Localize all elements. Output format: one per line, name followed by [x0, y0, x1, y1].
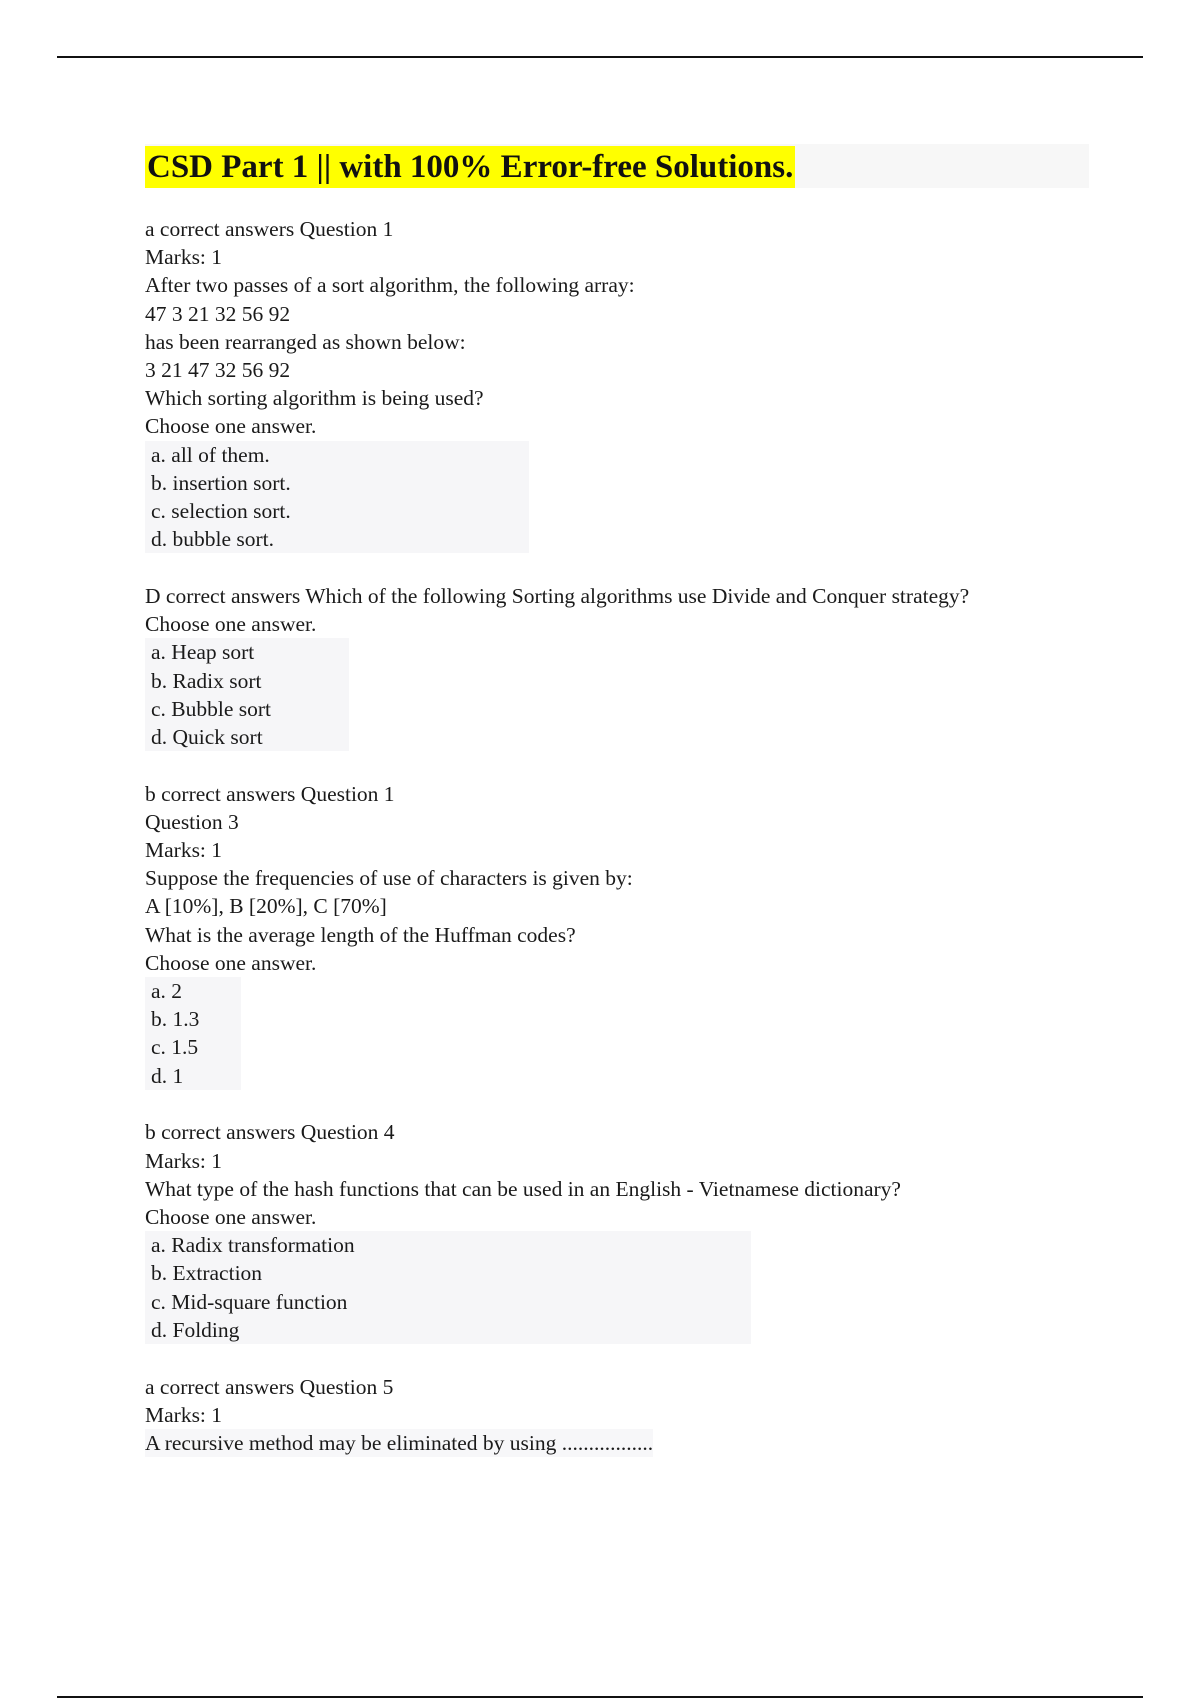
option-d: d. bubble sort. — [151, 527, 275, 552]
question-prompt: Which sorting algorithm is being used? — [145, 386, 484, 411]
option-list — [145, 441, 529, 554]
frequency-values: A [10%], B [20%], C [70%] — [145, 894, 387, 919]
choose-instruction: Choose one answer. — [145, 612, 317, 637]
option-c: c. Bubble sort — [151, 696, 272, 721]
option-c: c. 1.5 — [151, 1035, 199, 1060]
answer-header: b correct answers Question 1 — [145, 781, 395, 806]
option-d: d. Quick sort — [151, 724, 263, 749]
option-a: a. all of them. — [151, 442, 270, 467]
answer-header: a correct answers Question 1 — [145, 217, 394, 241]
option-d: d. Folding — [151, 1317, 240, 1342]
top-rule — [57, 56, 1143, 58]
option-b: b. Extraction — [151, 1261, 263, 1286]
question-block-5 — [145, 1373, 1105, 1458]
bottom-rule — [57, 1696, 1143, 1698]
answer-header: a correct answers Question 5 — [145, 1374, 394, 1399]
question-text — [145, 1429, 1105, 1457]
option-list — [145, 1231, 751, 1344]
question-block-3 — [145, 780, 1105, 1090]
marks-line: Marks: 1 — [145, 838, 223, 863]
marks-line: Marks: 1 — [145, 1148, 223, 1173]
option-a: a. Radix transformation — [151, 1233, 355, 1258]
question-text-shaded: A recursive method may be eliminated by using ................. — [145, 1429, 653, 1457]
question-text: After two passes of a sort algorithm, the following array: — [145, 273, 635, 298]
choose-instruction: Choose one answer. — [145, 950, 317, 975]
choose-instruction: Choose one answer. — [145, 414, 317, 439]
option-d: d. 1 — [151, 1063, 184, 1088]
array-after: 3 21 47 32 56 92 — [145, 358, 291, 383]
answer-header: D correct answers Which of the following Sorting algorithms use Divide and Conquer strategy? — [145, 583, 970, 608]
marks-line: Marks: 1 — [145, 1402, 223, 1427]
question-prompt: What is the average length of the Huffman codes? — [145, 922, 576, 947]
question-block-2 — [145, 582, 1105, 751]
marks-line: Marks: 1 — [145, 245, 223, 270]
option-b: b. 1.3 — [151, 1007, 200, 1032]
array-before: 47 3 21 32 56 92 — [145, 301, 291, 326]
question-block-4 — [145, 1118, 1105, 1344]
question-block-1 — [145, 215, 1105, 553]
option-c: c. selection sort. — [151, 499, 291, 524]
option-c: c. Mid-square function — [151, 1289, 348, 1314]
option-b: b. Radix sort — [151, 668, 262, 693]
option-list — [145, 977, 241, 1090]
question-number: Question 3 — [145, 809, 239, 834]
option-a: a. 2 — [151, 979, 183, 1004]
answer-header: b correct answers Question 4 — [145, 1120, 395, 1145]
option-b: b. insertion sort. — [151, 470, 291, 495]
option-list — [145, 638, 349, 751]
document-title: CSD Part 1 || with 100% Error-free Solutions. — [145, 146, 795, 188]
document-body — [145, 215, 1105, 1486]
question-text: Suppose the frequencies of use of characters is given by: — [145, 866, 633, 891]
question-text: has been rearranged as shown below: — [145, 329, 466, 354]
question-text: What type of the hash functions that can be used in an English - Vietnamese dictionary? — [145, 1176, 901, 1201]
option-a: a. Heap sort — [151, 640, 255, 665]
choose-instruction: Choose one answer. — [145, 1205, 317, 1229]
